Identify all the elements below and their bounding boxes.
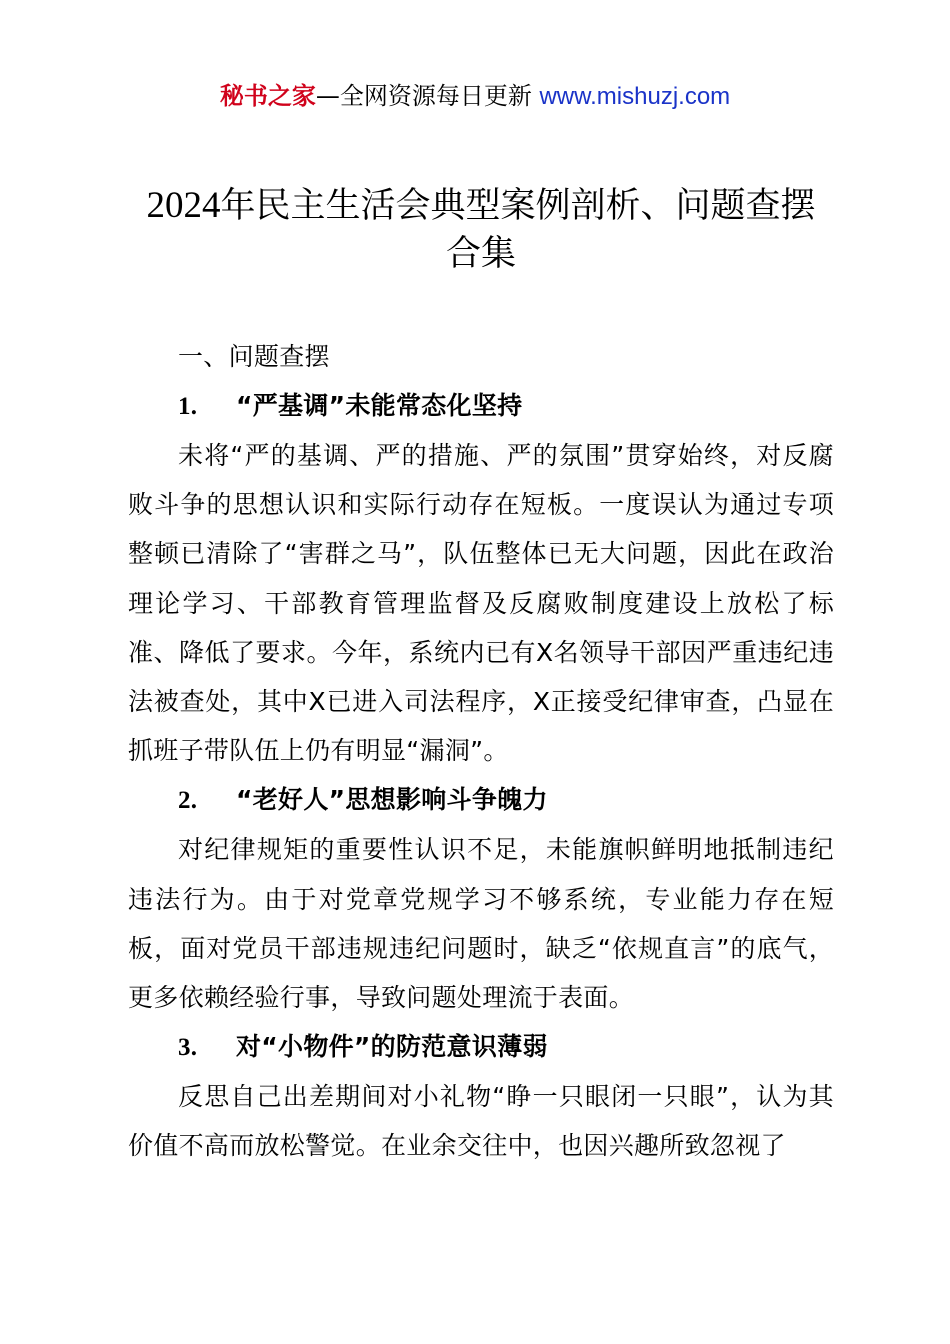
item-paragraph: 未将“严的基调、严的措施、严的氛围”贯穿始终，对反腐败斗争的思想认识和实际行动存在短板。一度误认为通过专项整顿已清除了“害群之马”，队伍整体已无大问题，因此在政治理论学习、干部教育管理监督及反腐败制度建设上放松了标准、降低了要求。今年，系统内已有X名领导干部因严重违纪违法被查处，其中X已进入司法程序，X正接受纪律审查，凸显在抓班子带队伍上仍有明显“漏洞”。 [128, 441, 834, 766]
brand-name: 秘书之家 [219, 82, 316, 110]
title-line-1 [128, 182, 834, 230]
item-heading [128, 775, 834, 825]
title-year: 2024 [146, 185, 221, 226]
item-index: 1. [178, 393, 198, 420]
item-paragraph: 对纪律规矩的重要性认识不足，未能旗帜鲜明地抵制违纪违法行为。由于对党章党规学习不够系统，专业能力存在短板，面对党员干部违规违纪问题时，缺乏“依规直言”的底气，更多依赖经验行事，导致问题处理流于表面。 [128, 835, 834, 1013]
item-heading [128, 381, 834, 431]
title-line-2: 合集 [445, 234, 516, 274]
section-heading: 一、问题查摆 [178, 342, 330, 371]
item-heading-text: “老好人”思想影响斗争魄力 [236, 785, 548, 815]
document-title [128, 182, 834, 278]
item-heading-text: “严基调”未能常态化坚持 [236, 391, 523, 420]
header-tagline: —全网资源每日更新 [315, 82, 532, 110]
site-header [0, 80, 950, 113]
title-line-1-text: 年民主生活会典型案例剖析、问题查摆 [220, 186, 816, 226]
item-paragraph: 反思自己出差期间对小礼物“睁一只眼闭一只眼”，认为其价值不高而放松警觉。在业余交往中，也因兴趣所致忽视了 [128, 1082, 834, 1161]
item-index: 3. [178, 1034, 198, 1062]
item-heading [128, 1022, 834, 1072]
item-index: 2. [178, 787, 198, 815]
document-body [128, 332, 834, 1171]
site-url-link[interactable]: www.mishuzj.com [539, 83, 731, 110]
item-heading-text: 对“小物件”的防范意识薄弱 [236, 1032, 548, 1062]
